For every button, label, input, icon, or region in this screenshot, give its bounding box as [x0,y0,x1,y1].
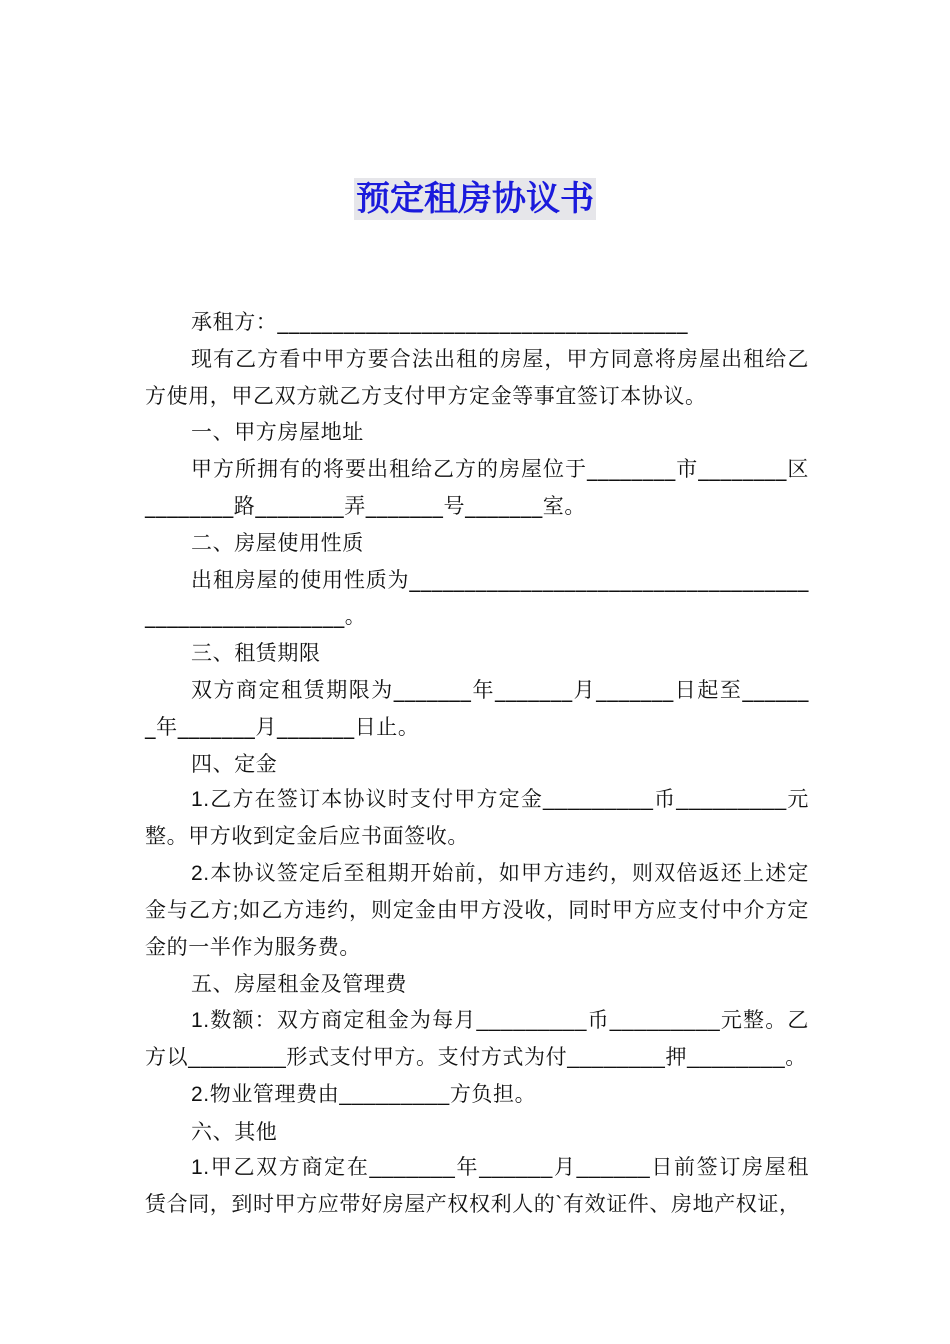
document-title [0,178,950,220]
section-heading-rent: 五、房屋租金及管理费 [191,972,407,997]
intro-paragraph: 现有乙方看中甲方要合法出租的房屋，甲方同意将房屋出租给乙方使用，甲乙双方就乙方支付甲方定金等事宜签订本协议。 [145,346,809,408]
deposit-clause-2: 2.本协议签定后至租期开始前，如甲方违约，则双倍返还上述定金与乙方;如乙方违约，则定金由甲方没收，同时甲方应支付中介方定金的一半作为服务费。 [145,861,809,959]
section-heading-term: 三、租赁期限 [191,641,321,666]
rent-clause-2: 2.物业管理费由_________方负担。 [191,1082,537,1106]
term-paragraph: 双方商定租赁期限为_______年_______月_______日起至______ _年_______月_______日止。 [145,677,809,739]
other-clause-1: 1.甲乙双方商定在_______年______月______日前签订房屋租赁合同，到时甲方应带好房屋产权权利人的`有效证件、房地产权证， [145,1156,809,1217]
deposit-clause-1: 1.乙方在签订本协议时支付甲方定金_________币_________元整。甲方收到定金后应书面签收。 [145,788,809,849]
title-text: 预定租房协议书 [356,179,594,219]
section-heading-address: 一、甲方房屋地址 [191,420,364,445]
section-heading-deposit: 四、定金 [191,751,278,776]
rent-clause-1: 1.数额：双方商定租金为每月_________币_________元整。乙方以________形式支付甲方。支付方式为付________押________。 [145,1009,809,1069]
section-heading-other: 六、其他 [191,1119,278,1144]
document-body [145,304,809,1224]
tenant-line: 承租方：_____________________________________ [191,310,689,334]
section-heading-usage: 二、房屋使用性质 [191,530,364,555]
usage-paragraph: 出租房屋的使用性质为____________________________________ __________________。 [145,567,809,629]
address-paragraph: 甲方所拥有的将要出租给乙方的房屋位于________市________区________路________弄_______号_______室。 [145,457,809,518]
